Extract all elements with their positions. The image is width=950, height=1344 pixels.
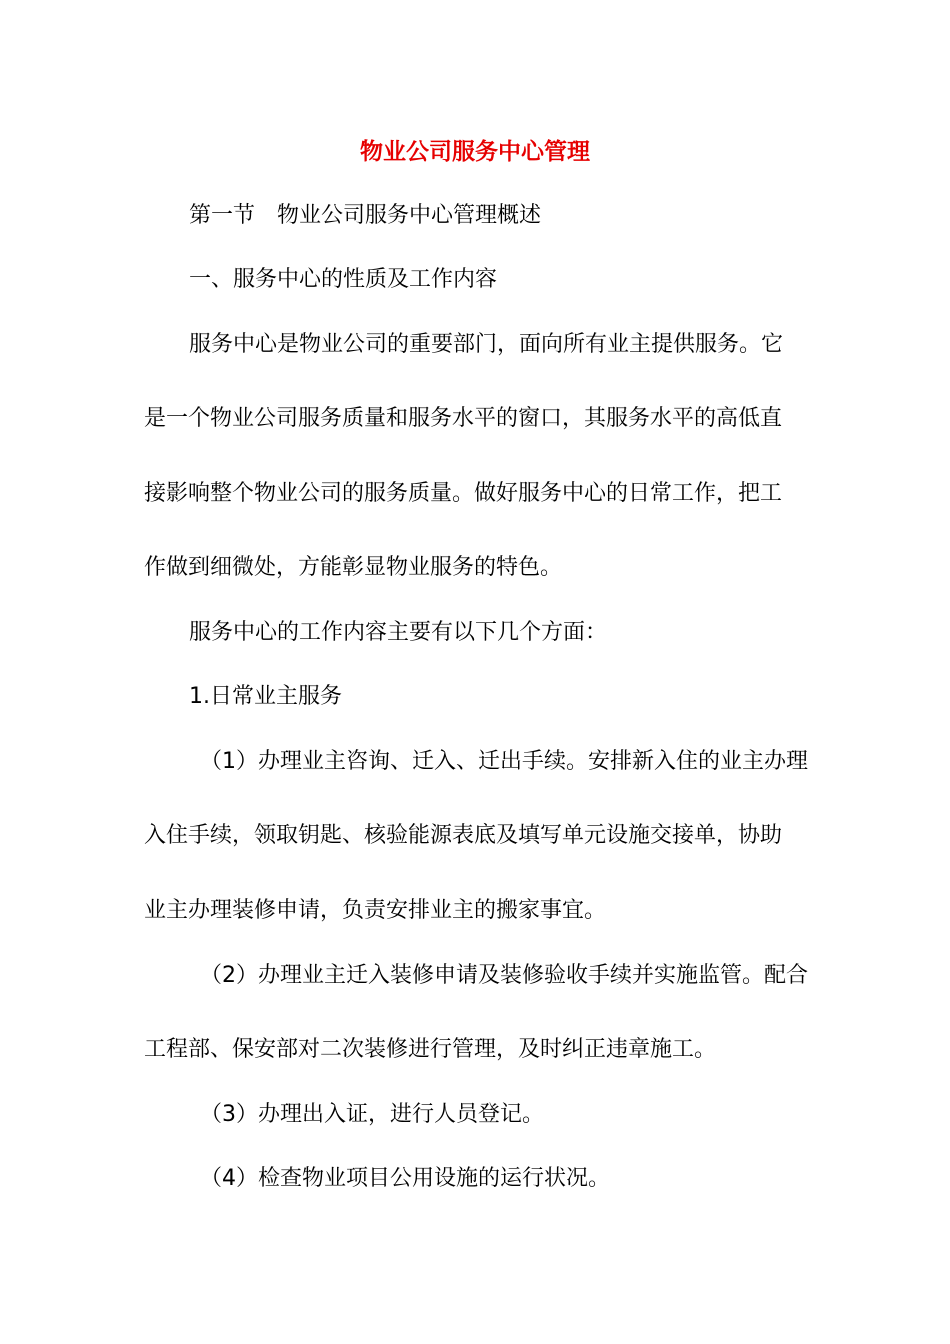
- list-item-line: （2）办理业主迁入装修申请及装修验收手续并实施监管。配合: [200, 963, 808, 988]
- list-item-line: （4）检查物业项目公用设施的运行状况。: [200, 1166, 610, 1191]
- paragraph-line: 服务中心是物业公司的重要部门，面向所有业主提供服务。它: [189, 332, 784, 357]
- paragraph-line: 服务中心的工作内容主要有以下几个方面：: [189, 620, 608, 645]
- subsection-heading: 一、服务中心的性质及工作内容: [189, 267, 498, 292]
- paragraph-line: 作做到细微处，方能彰显物业服务的特色。: [144, 555, 563, 580]
- section-heading: 第一节 物业公司服务中心管理概述: [189, 203, 542, 228]
- list-item-line: 入住手续，领取钥匙、核验能源表底及填写单元设施交接单，协助: [144, 823, 783, 848]
- document-title: 物业公司服务中心管理: [360, 139, 590, 165]
- list-item-line: （3）办理出入证，进行人员登记。: [200, 1102, 544, 1127]
- list-item-line: 业主办理装修申请，负责安排业主的搬家事宜。: [144, 898, 607, 923]
- list-item-line: 工程部、保安部对二次装修进行管理，及时纠正违章施工。: [144, 1037, 717, 1062]
- paragraph-line: 是一个物业公司服务质量和服务水平的窗口，其服务水平的高低直: [144, 406, 783, 431]
- list-heading: 1.日常业主服务: [189, 684, 342, 709]
- list-item-line: （1）办理业主咨询、迁入、迁出手续。安排新入住的业主办理: [200, 749, 808, 774]
- paragraph-line: 接影响整个物业公司的服务质量。做好服务中心的日常工作，把工: [144, 481, 783, 506]
